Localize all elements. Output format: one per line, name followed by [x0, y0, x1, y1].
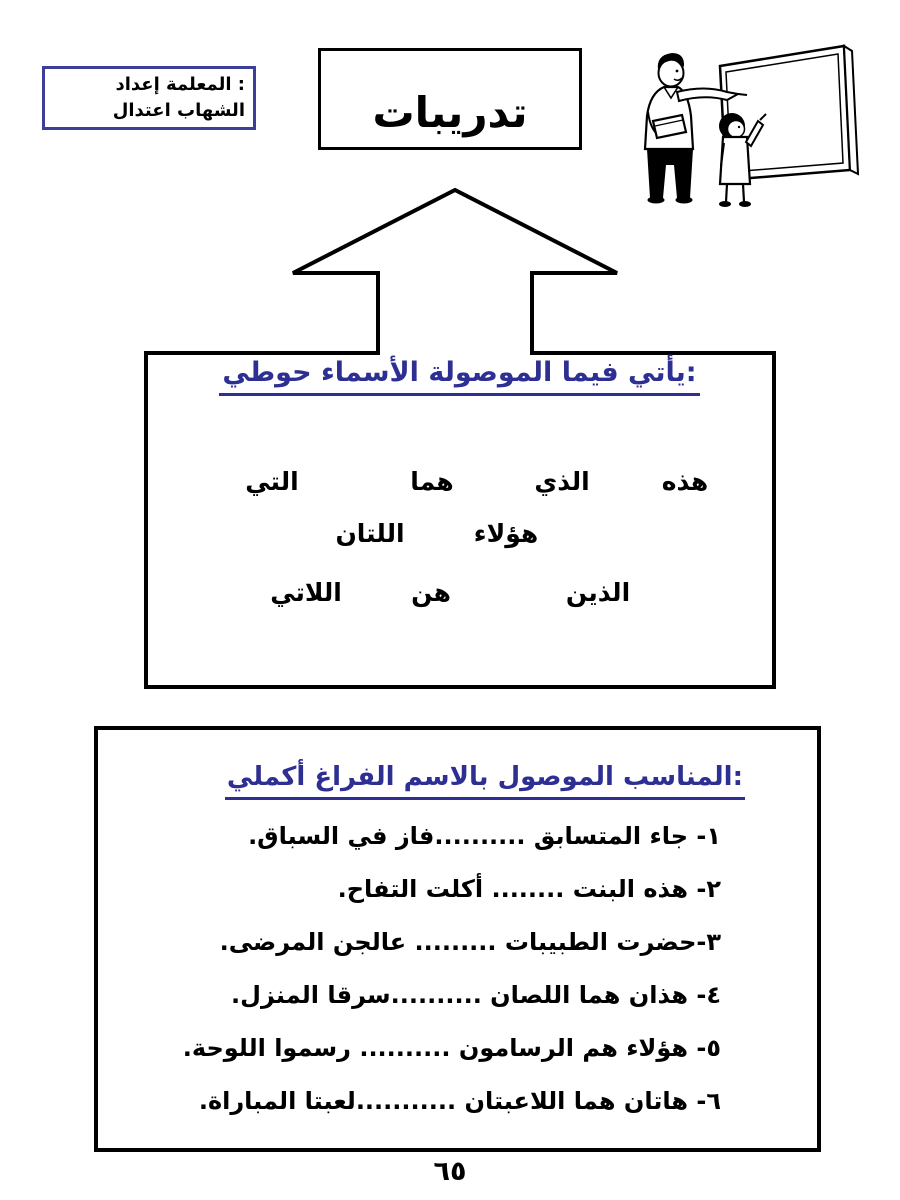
page-number: ٦٥ — [433, 1156, 467, 1187]
relative-pronoun-word: اللتان — [335, 519, 405, 548]
exercise-item-6: ٦- هاتان هما اللاعبتان ...........لعبتا المباراة. — [198, 1087, 721, 1115]
section2-heading — [98, 762, 817, 800]
teacher-credit-box — [42, 66, 256, 130]
relative-pronoun-word: هذه — [661, 467, 709, 496]
student-face — [728, 121, 745, 138]
exercise-item-list — [98, 810, 817, 1128]
exercise-item-5: ٥- هؤلاء هم الرسامون .......... رسموا اللوحة. — [182, 1034, 721, 1062]
section2-heading-text: أكملي الفراغ بالاسم الموصول المناسب: — [225, 762, 745, 800]
page-title: تدريبات — [372, 88, 528, 137]
up-arrow-callout-shape — [140, 183, 780, 693]
teacher-credit-line2: اعتدال الشهاب — [112, 100, 245, 121]
section1-heading — [146, 357, 773, 396]
exercise-item-1: ١- جاء المتسابق ..........فاز في السباق. — [248, 822, 721, 850]
exercise-item-4: ٤- هذان هما اللصان ..........سرقا المنزل. — [231, 981, 721, 1009]
fill-blank-exercise-box — [94, 726, 821, 1152]
relative-pronoun-word: هن — [411, 578, 451, 607]
relative-pronoun-word: اللاتي — [270, 578, 342, 607]
student-eye — [738, 126, 740, 128]
callout-outline — [146, 190, 774, 687]
exercise-item-3: ٣-حضرت الطبيبات ......... عالجن المرضى. — [219, 928, 721, 956]
teacher-finger — [738, 94, 747, 95]
relative-pronoun-word: هؤلاء — [473, 519, 539, 548]
teacher-credit-line1: إعداد المعلمة : — [115, 74, 245, 95]
relative-pronoun-word: هما — [410, 467, 454, 496]
relative-pronoun-word: الذي — [534, 467, 590, 496]
section1-heading-text: حوطي الأسماء الموصولة فيما يأتي: — [219, 357, 699, 396]
teacher-eye — [676, 70, 679, 73]
relative-pronoun-word: التي — [245, 467, 299, 496]
exercise-item-2: ٢- هذه البنت ........ أكلت التفاح. — [337, 875, 721, 903]
title-box — [318, 48, 582, 150]
relative-pronoun-word: الذين — [565, 578, 631, 607]
